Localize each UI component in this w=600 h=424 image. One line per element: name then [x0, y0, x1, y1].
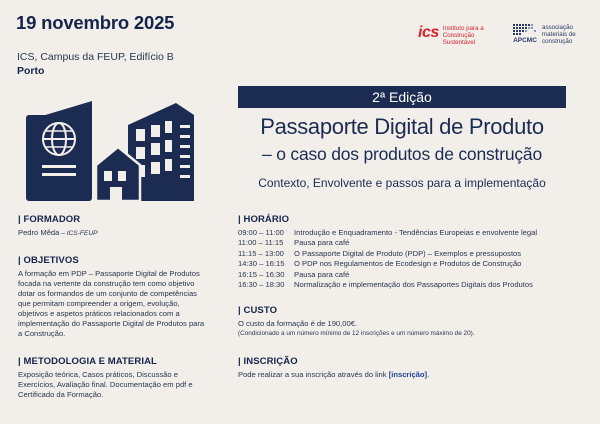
formador-name: Pedro Mêda — [18, 228, 60, 237]
schedule-row — [238, 280, 578, 290]
custo-section — [238, 305, 578, 337]
apcmc-logo-text: associação materiais de construção — [542, 24, 576, 45]
event-venue: ICS, Campus da FEUP, Edifício B — [17, 51, 174, 63]
metodologia-text: Exposição teórica, Casos práticos, Discussão e Exercícios, Avaliação final. Documentação em pdf e Certificado da Formação. — [18, 370, 193, 399]
schedule-row — [238, 259, 578, 269]
inscricao-after: . — [427, 370, 430, 379]
schedule-desc: Pausa para café — [294, 269, 350, 279]
schedule-row — [238, 270, 578, 280]
apcmc-logo-word: APCMC — [513, 37, 537, 44]
inscricao-section — [238, 356, 578, 380]
schedule-desc: O Passaporte Digital de Produto (PDP) – Exemplos e pressupostos — [294, 248, 522, 258]
schedule-desc: Pausa para café — [294, 238, 350, 248]
schedule-time: 16:30 – 18:30 — [238, 280, 285, 290]
schedule-time: 14:30 – 16:15 — [238, 259, 285, 269]
passport-buildings-illustration — [18, 95, 208, 207]
schedule-time: 16:15 – 16:30 — [238, 269, 285, 279]
schedule-row — [238, 249, 578, 259]
schedule-row — [238, 238, 578, 248]
objetivos-heading: | OBJETIVOS — [18, 255, 79, 266]
schedule-row — [238, 228, 578, 238]
formador-body — [18, 228, 218, 239]
ics-logo-text: Instituto para a Construção Sustentável — [442, 25, 484, 46]
inscricao-text: Pode realizar a sua inscrição através do link — [238, 370, 389, 379]
passport-icon — [26, 101, 92, 201]
formador-heading: | FORMADOR — [18, 214, 81, 225]
apcmc-logo — [511, 24, 592, 45]
schedule-time: 11:00 – 11:15 — [238, 238, 284, 248]
inscricao-body — [238, 370, 578, 380]
edition-banner: 2ª Edição — [238, 86, 566, 108]
title-subtitle: Contexto, Envolvente e passos para a implementação — [258, 176, 546, 190]
horario-section — [238, 214, 578, 290]
objetivos-section — [18, 255, 206, 339]
title-line-2: – o caso dos produtos de construção — [262, 144, 542, 164]
horario-heading: | HORÁRIO — [238, 214, 290, 225]
schedule-desc: Normalização e implementação dos Passaportes Digitais dos Produtos — [294, 280, 533, 290]
ics-logo-mark: ics — [418, 24, 439, 41]
schedule-time: 11:15 – 13:00 — [238, 248, 284, 258]
custo-text: O custo da formação é de 190,00€. — [238, 319, 358, 328]
metodologia-heading: | METODOLOGIA E MATERIAL — [18, 356, 157, 367]
inscricao-heading: | INSCRIÇÃO — [238, 356, 298, 367]
event-date: 19 novembro 2025 — [16, 12, 175, 33]
schedule-time: 09:00 – 11:00 — [238, 228, 284, 237]
schedule-desc: Introdução e Enquadramento - Tendências Europeias e envolvente legal — [294, 228, 538, 237]
custo-note: (Condicionado a um número mínimo de 12 inscrições e um número máximo de 20). — [238, 330, 475, 337]
formador-affiliation: – ICS-FEUP — [59, 230, 98, 237]
event-city: Porto — [17, 65, 45, 77]
apcmc-logo-mark — [511, 24, 539, 44]
objetivos-text: A formação em PDP – Passaporte Digital de Produtos focada na vertente da construção tem como objetivo dotar os formandos de um conjunto de competências que permitam compreender a origem, evolução, objetivos e aspetos práticos relacionados com a implementação do Passaporte Digital de Produtos para a Construção. — [18, 269, 205, 338]
title-line-1: Passaporte Digital de Produto — [260, 114, 544, 139]
schedule-list — [238, 228, 578, 290]
ics-logo — [418, 25, 503, 46]
custo-heading: | CUSTO — [238, 305, 278, 316]
formador-section — [18, 214, 218, 239]
inscricao-link[interactable]: [inscrição] — [388, 370, 428, 379]
schedule-desc: O PDP nos Regulamentos de Ecodesign e Produtos de Construção — [294, 259, 522, 269]
metodologia-section — [18, 356, 206, 400]
apcmc-grid-icon — [513, 24, 537, 36]
